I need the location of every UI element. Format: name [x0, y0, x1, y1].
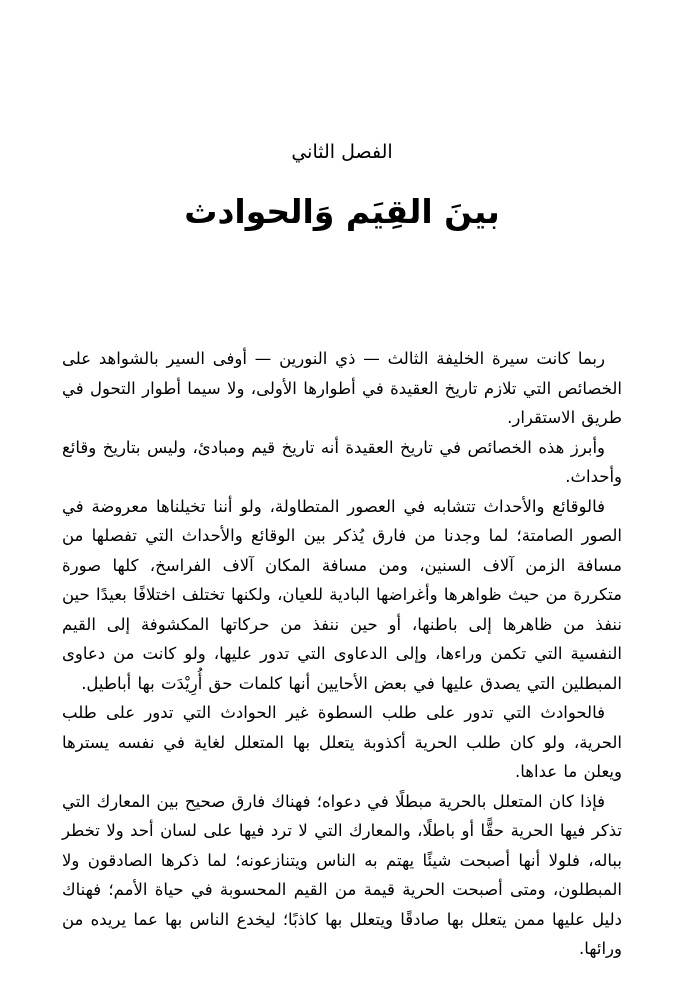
paragraph: فالحوادث التي تدور على طلب السطوة غير الحوادث التي تدور على طلب الحرية، ولو كان طلب الحرية أكذوبة يتعلل بها المتعلل لغاية في نفسه يسترها ويعلن ما عداها.	[62, 703, 622, 781]
paragraph: وأبرز هذه الخصائص في تاريخ العقيدة أنه تاريخ قيم ومبادئ، وليس بتاريخ وقائع وأحداث.	[62, 437, 622, 486]
paragraph: فإذا كان المتعلل بالحرية مبطلًا في دعواه؛ فهناك فارق صحيح بين المعارك التي تذكر فيها الحرية حقًّا أو باطلًا، والمعارك التي لا ترد فيها على لسان أحد ولا تخطر بباله، فلولا أنها أصبحت شيئًا يهتم به الناس ويتنازعونه؛ لما ذكرها الصادقون ولا المبطلون، ومتى أصبحت الحرية قيمة من القيم المحسوبة في حياة الأمم؛ فهناك دليل عليها ممن يتعلل بها صادقًا ويتعلل بها كاذبًا؛ ليخدع الناس بها عما يريده من ورائها.	[62, 791, 622, 958]
body-text	[62, 344, 622, 964]
chapter-title: بينَ القِيَم وَالحوادث	[184, 192, 500, 231]
paragraph: ربما كانت سيرة الخليفة الثالث — ذي النورين — أوفى السير بالشواهد على الخصائص التي تلازم تاريخ العقيدة في أطوارها الأولى، ولا سيما أطوار التحول في طريق الاستقرار.	[62, 349, 622, 427]
chapter-label: الفصل الثاني	[291, 141, 393, 163]
paragraph: فالوقائع والأحداث تتشابه في العصور المتطاولة، ولو أننا تخيلناها معروضة في الصور الصامتة؛ لما وجدنا من فارق يُذكر بين الوقائع والأحداث التي تفصلها من مسافة الزمن آلاف السنين، ومن مسافة المكان آلاف الفراسخ، كلها صورة متكررة من حيث ظواهرها وأغراضها البادية للعيان، ولكنها تختلف اختلافًا بعيدًا حين ننفذ من ظاهرها إلى باطنها، أو حين ننفذ من حركاتها المكشوفة إلى القيم النفسية التي تكمن وراءها، وإلى الدعاوى التي تدور عليها، ولو كانت من دعاوى المبطلين التي يصدق عليها في بعض الأحايين أنها كلمات حق أُرِيْدَت بها أباطيل.	[62, 496, 622, 693]
